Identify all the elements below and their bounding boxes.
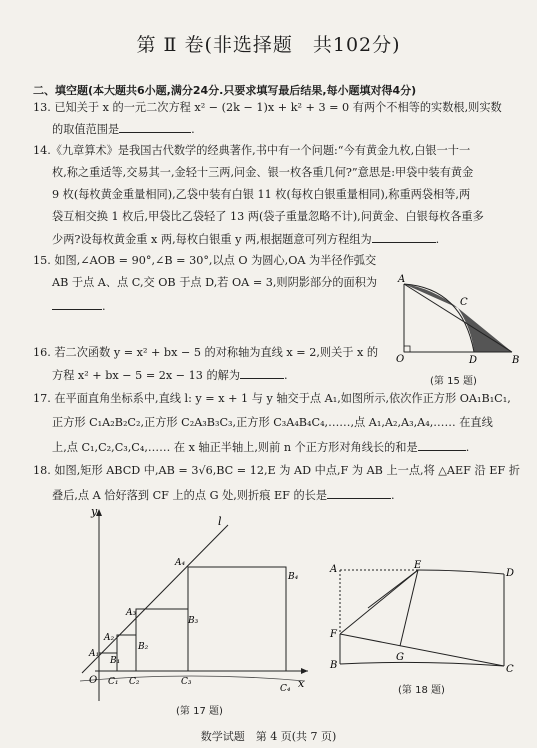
fig17-label-c3: C₃ <box>181 677 192 687</box>
fig17-label-b3: B₃ <box>188 616 199 626</box>
page-footer: 数学试题 第 4 页(共 7 页) <box>200 730 337 743</box>
fig18-label-d: D <box>506 568 515 579</box>
q14-answer-blank <box>372 232 436 243</box>
fig18-caption: (第 18 题) <box>398 685 445 696</box>
q15-line1: 15. 如图,∠AOB = 90°,∠B = 30°,以点 O 为圆心,OA 为半径作弧交 <box>33 254 377 267</box>
q18-answer-blank <box>327 488 391 499</box>
fig17-label-b2: B₂ <box>138 642 149 652</box>
fig17-label-b4: B₄ <box>288 572 299 582</box>
q17-answer-blank <box>418 440 466 451</box>
q17-line3: 上,点 C₁,C₂,C₃,C₄,…… 在 x 轴正半轴上,则前 n 个正方形对角线长的和是 . <box>52 441 470 454</box>
fig15-caption: (第 15 题) <box>430 376 477 387</box>
fig18-label-a: A <box>330 564 338 575</box>
fig17-label-c4: C₄ <box>280 684 291 694</box>
fig18-label-b: B <box>330 660 338 671</box>
fig15-shaded-region-2 <box>458 308 512 352</box>
q16-line1: 16. 若二次函数 y = x² + bx − 5 的对称轴为直线 x = 2,则关于 x 的 <box>33 346 379 359</box>
fig17-label-a3: A₃ <box>126 608 137 618</box>
page-title: 第 Ⅱ 卷(非选择题 共102分) <box>136 34 401 56</box>
fig18-label-e: E <box>414 560 422 571</box>
fig18-label-c: C <box>506 664 514 675</box>
q17-text: 上,点 C₁,C₂,C₃,C₄,…… 在 x 轴正半轴上,则前 n 个正方形对角线长的和是 <box>52 441 418 454</box>
q17-line2: 正方形 C₁A₂B₂C₂,正方形 C₂A₃B₃C₃,正方形 C₃A₄B₄C₄,……,点 A₁,A₂,A₃,A₄,…… 在直线 <box>52 416 493 429</box>
figure-15 <box>392 270 522 365</box>
fig15-label-d: D <box>469 355 478 365</box>
fig17-line-l <box>82 525 228 673</box>
fig15-label-c: C <box>460 297 468 308</box>
q13-line1: 13. 已知关于 x 的一元二次方程 x² − (2k − 1)x + k² + 3 = 0 有两个不相等的实数根,则实数 <box>33 101 502 114</box>
fig18-segment-ed <box>418 570 504 574</box>
fig17-label-a4: A₄ <box>175 558 186 568</box>
q14-line4: 袋互相交换 1 枚后,甲袋比乙袋轻了 13 两(袋子重量忽略不计),问黄金、白银每枚各重多 <box>52 210 484 223</box>
q14-line3: 9 枚(每枚黄金重量相同),乙袋中装有白银 11 枚(每枚白银重量相同),称重两袋相等,两 <box>52 188 471 201</box>
section-heading: 二、填空题(本大题共6小题,满分24分.只要求填写最后结果,每小题填对得4分) <box>33 84 417 97</box>
q14-line1: 14.《九章算术》是我国古代数学的经典著作,书中有一个问题:“今有黄金九枚,白银一十一 <box>33 144 471 157</box>
fig17-label-b1: B₁ <box>110 656 121 666</box>
fig17-square-3 <box>136 609 188 671</box>
fig17-label-x: x <box>298 677 305 690</box>
q16-line2: 方程 x² + bx − 5 = 2x − 13 的解为 . <box>52 369 288 382</box>
q15-answer-blank <box>52 299 102 310</box>
fig18-segment-bc <box>340 662 504 666</box>
q14-line5: 少两?设每枚黄金重 x 两,每枚白银重 y 两,根据题意可列方程组为 . <box>52 233 440 246</box>
q18-text: 叠后,点 A 恰好落到 CF 上的点 G 处,则折痕 EF 的长是 <box>52 489 328 502</box>
fig17-square-4 <box>188 567 286 671</box>
q16-answer-blank <box>240 368 284 379</box>
fig17-label-l: l <box>218 515 222 528</box>
fig18-segment-fc <box>340 634 504 666</box>
fig15-label-o: O <box>396 354 405 365</box>
fig17-label-c2: C₂ <box>129 677 140 687</box>
fig15-segment-ab <box>404 284 512 352</box>
q18-line2: 叠后,点 A 恰好落到 CF 上的点 G 处,则折痕 EF 的长是 . <box>52 489 395 502</box>
q15-line2: AB 于点 A、点 C,交 OB 于点 D,若 OA = 3,则阴影部分的面积为 <box>52 276 378 289</box>
q15-line3: . <box>52 299 106 314</box>
fig17-label-c1: C₁ <box>108 677 119 687</box>
q17-line1: 17. 在平面直角坐标系中,直线 l: y = x + 1 与 y 轴交于点 A₁,如图所示,依次作正方形 OA₁B₁C₁, <box>33 392 511 405</box>
q14-text: 少两?设每枚黄金重 x 两,每枚白银重 y 两,根据题意可列方程组为 <box>52 233 372 246</box>
fig18-fold-ef <box>340 570 418 634</box>
q14-line2: 枚,称之重适等,交易其一,金轻十三两,问金、银一枚各重几何?”意思是:甲袋中装有黄金 <box>52 166 474 179</box>
fig17-caption: (第 17 题) <box>176 706 223 717</box>
fig17-label-a1: A₁ <box>89 649 100 659</box>
fig18-label-g: G <box>396 652 404 663</box>
fig17-label-a2: A₂ <box>104 633 115 643</box>
fig15-shaded-region-1 <box>404 284 458 308</box>
fig15-arc <box>404 284 474 352</box>
q13-answer-blank <box>119 122 191 133</box>
fig17-x-axis-arrow <box>301 668 308 674</box>
fig15-right-angle-mark <box>404 346 410 352</box>
q13-text: 的取值范围是 <box>52 123 120 136</box>
figure-17 <box>80 503 320 703</box>
q18-line1: 18. 如图,矩形 ABCD 中,AB = 3√6,BC = 12,E 为 AD 中点,F 为 AB 上一点,将 △AEF 沿 EF 折 <box>33 464 520 477</box>
fig18-label-f: F <box>330 629 337 640</box>
q16-text: 方程 x² + bx − 5 = 2x − 13 的解为 <box>52 369 241 382</box>
fig15-label-a: A <box>398 274 406 285</box>
q13-line2: 的取值范围是 . <box>52 123 195 136</box>
fig17-label-o: O <box>89 675 98 686</box>
fig15-label-b: B <box>512 355 520 365</box>
figure-18 <box>328 560 518 685</box>
fig17-label-y: y <box>91 505 98 518</box>
